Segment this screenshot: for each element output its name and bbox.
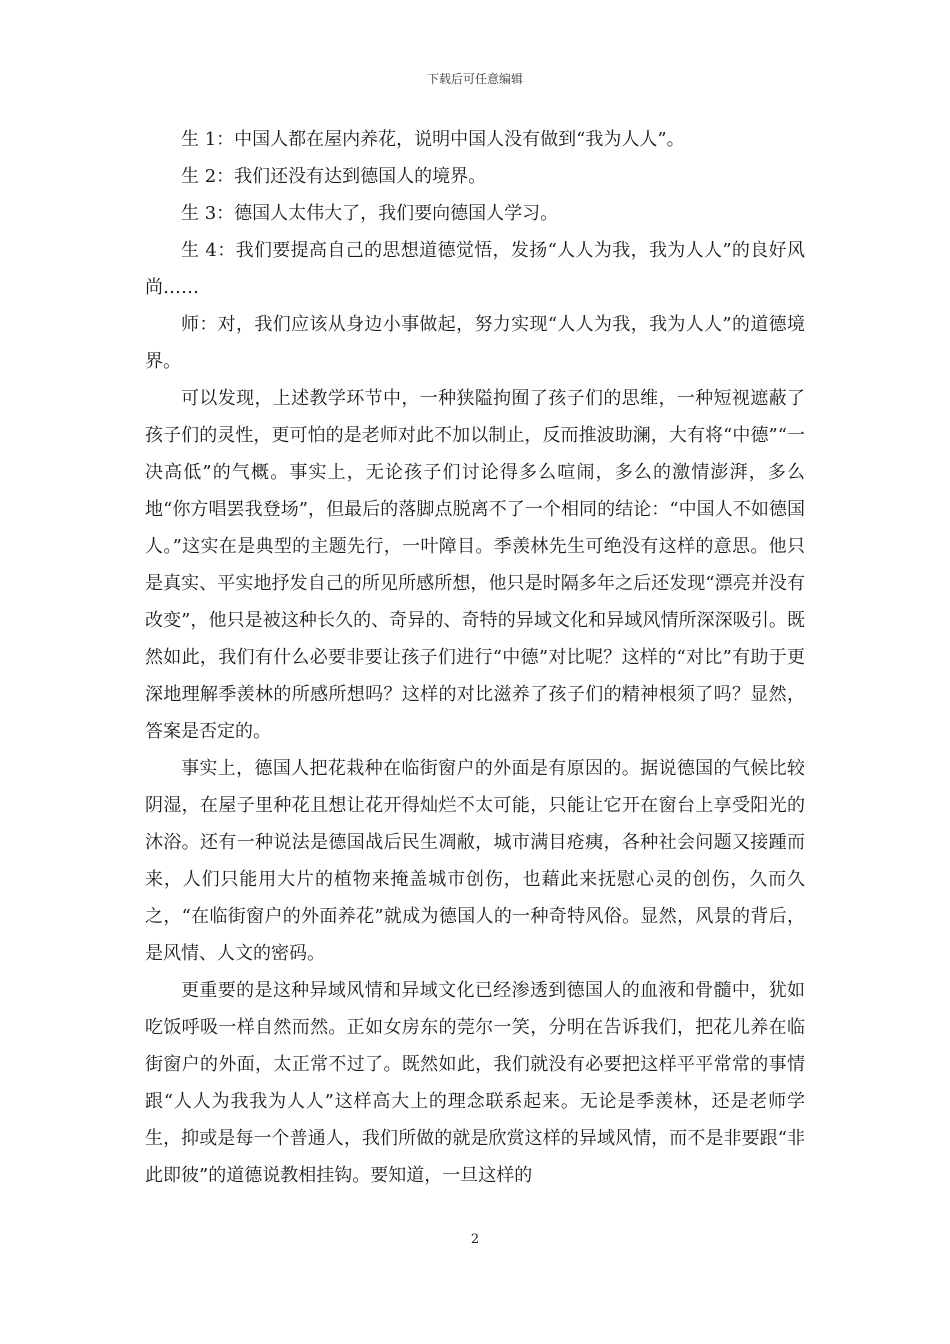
- paragraph-teacher: 师：对，我们应该从身边小事做起，努力实现“人人为我，我为人人”的道德境界。: [145, 314, 805, 372]
- paragraph-analysis: 可以发现，上述教学环节中，一种狭隘拘囿了孩子们的思维，一种短视遮蔽了孩子们的灵性，更可怕的是老师对此不加以制止，反而推波助澜，大有将“中德”“一决高低”的气概。事实上，无论孩子们讨论得多么喧闹，多么的激情澎湃，多么地“你方唱罢我登场”，但最后的落脚点脱离不了一个相同的结论：“中国人不如德国人。”这实在是典型的主题先行，一叶障目。季羡林先生可绝没有这样的意思。他只是真实、平实地抒发自己的所见所感所想，他只是时隔多年之后还发现“漂亮并没有改变”，他只是被这种长久的、奇异的、奇特的异域文化和异域风情所深深吸引。既然如此，我们有什么必要非要让孩子们进行“中德”对比呢？这样的“对比”有助于更深地理解季羡林的所感所想吗？这样的对比滋养了孩子们的精神根须了吗？显然，答案是否定的。: [145, 388, 805, 742]
- page-header: 下载后可任意编辑: [426, 72, 523, 86]
- page-number: 2: [470, 1232, 480, 1247]
- document-body: [145, 121, 805, 1194]
- paragraph-reason: 事实上，德国人把花栽种在临街窗户的外面是有原因的。据说德国的气候比较阴湿，在屋子里种花且想让花开得灿烂不太可能，只能让它开在窗台上享受阳光的沐浴。还有一种说法是德国战后民生凋敝，城市满目疮痍，各种社会问题又接踵而来，人们只能用大片的植物来掩盖城市创伤，也藉此来抚慰心灵的创伤，久而久之，“在临街窗户的外面养花”就成为德国人的一种奇特风俗。显然，风景的背后，是风情、人文的密码。: [145, 758, 805, 964]
- paragraph-student-4: 生 4：我们要提高自己的思想道德觉悟，发扬“人人为我，我为人人”的良好风尚……: [145, 240, 805, 298]
- paragraph-student-1: 生 1：中国人都在屋内养花，说明中国人没有做到“我为人人”。: [181, 129, 685, 150]
- paragraph-student-3: 生 3：德国人太伟大了，我们要向德国人学习。: [181, 203, 559, 224]
- paragraph-student-2: 生 2：我们还没有达到德国人的境界。: [181, 166, 487, 187]
- paragraph-conclusion: 更重要的是这种异域风情和异域文化已经渗透到德国人的血液和骨髓中，犹如吃饭呼吸一样自然而然。正如女房东的莞尔一笑，分明在告诉我们，把花儿养在临街窗户的外面，太正常不过了。既然如此，我们就没有必要把这样平平常常的事情跟“人人为我我为人人”这样高大上的理念联系起来。无论是季羡林，还是老师学生，抑或是每一个普通人，我们所做的就是欣赏这样的异域风情，而不是非要跟“非此即彼”的道德说教相挂钩。要知道，一旦这样的: [145, 980, 805, 1186]
